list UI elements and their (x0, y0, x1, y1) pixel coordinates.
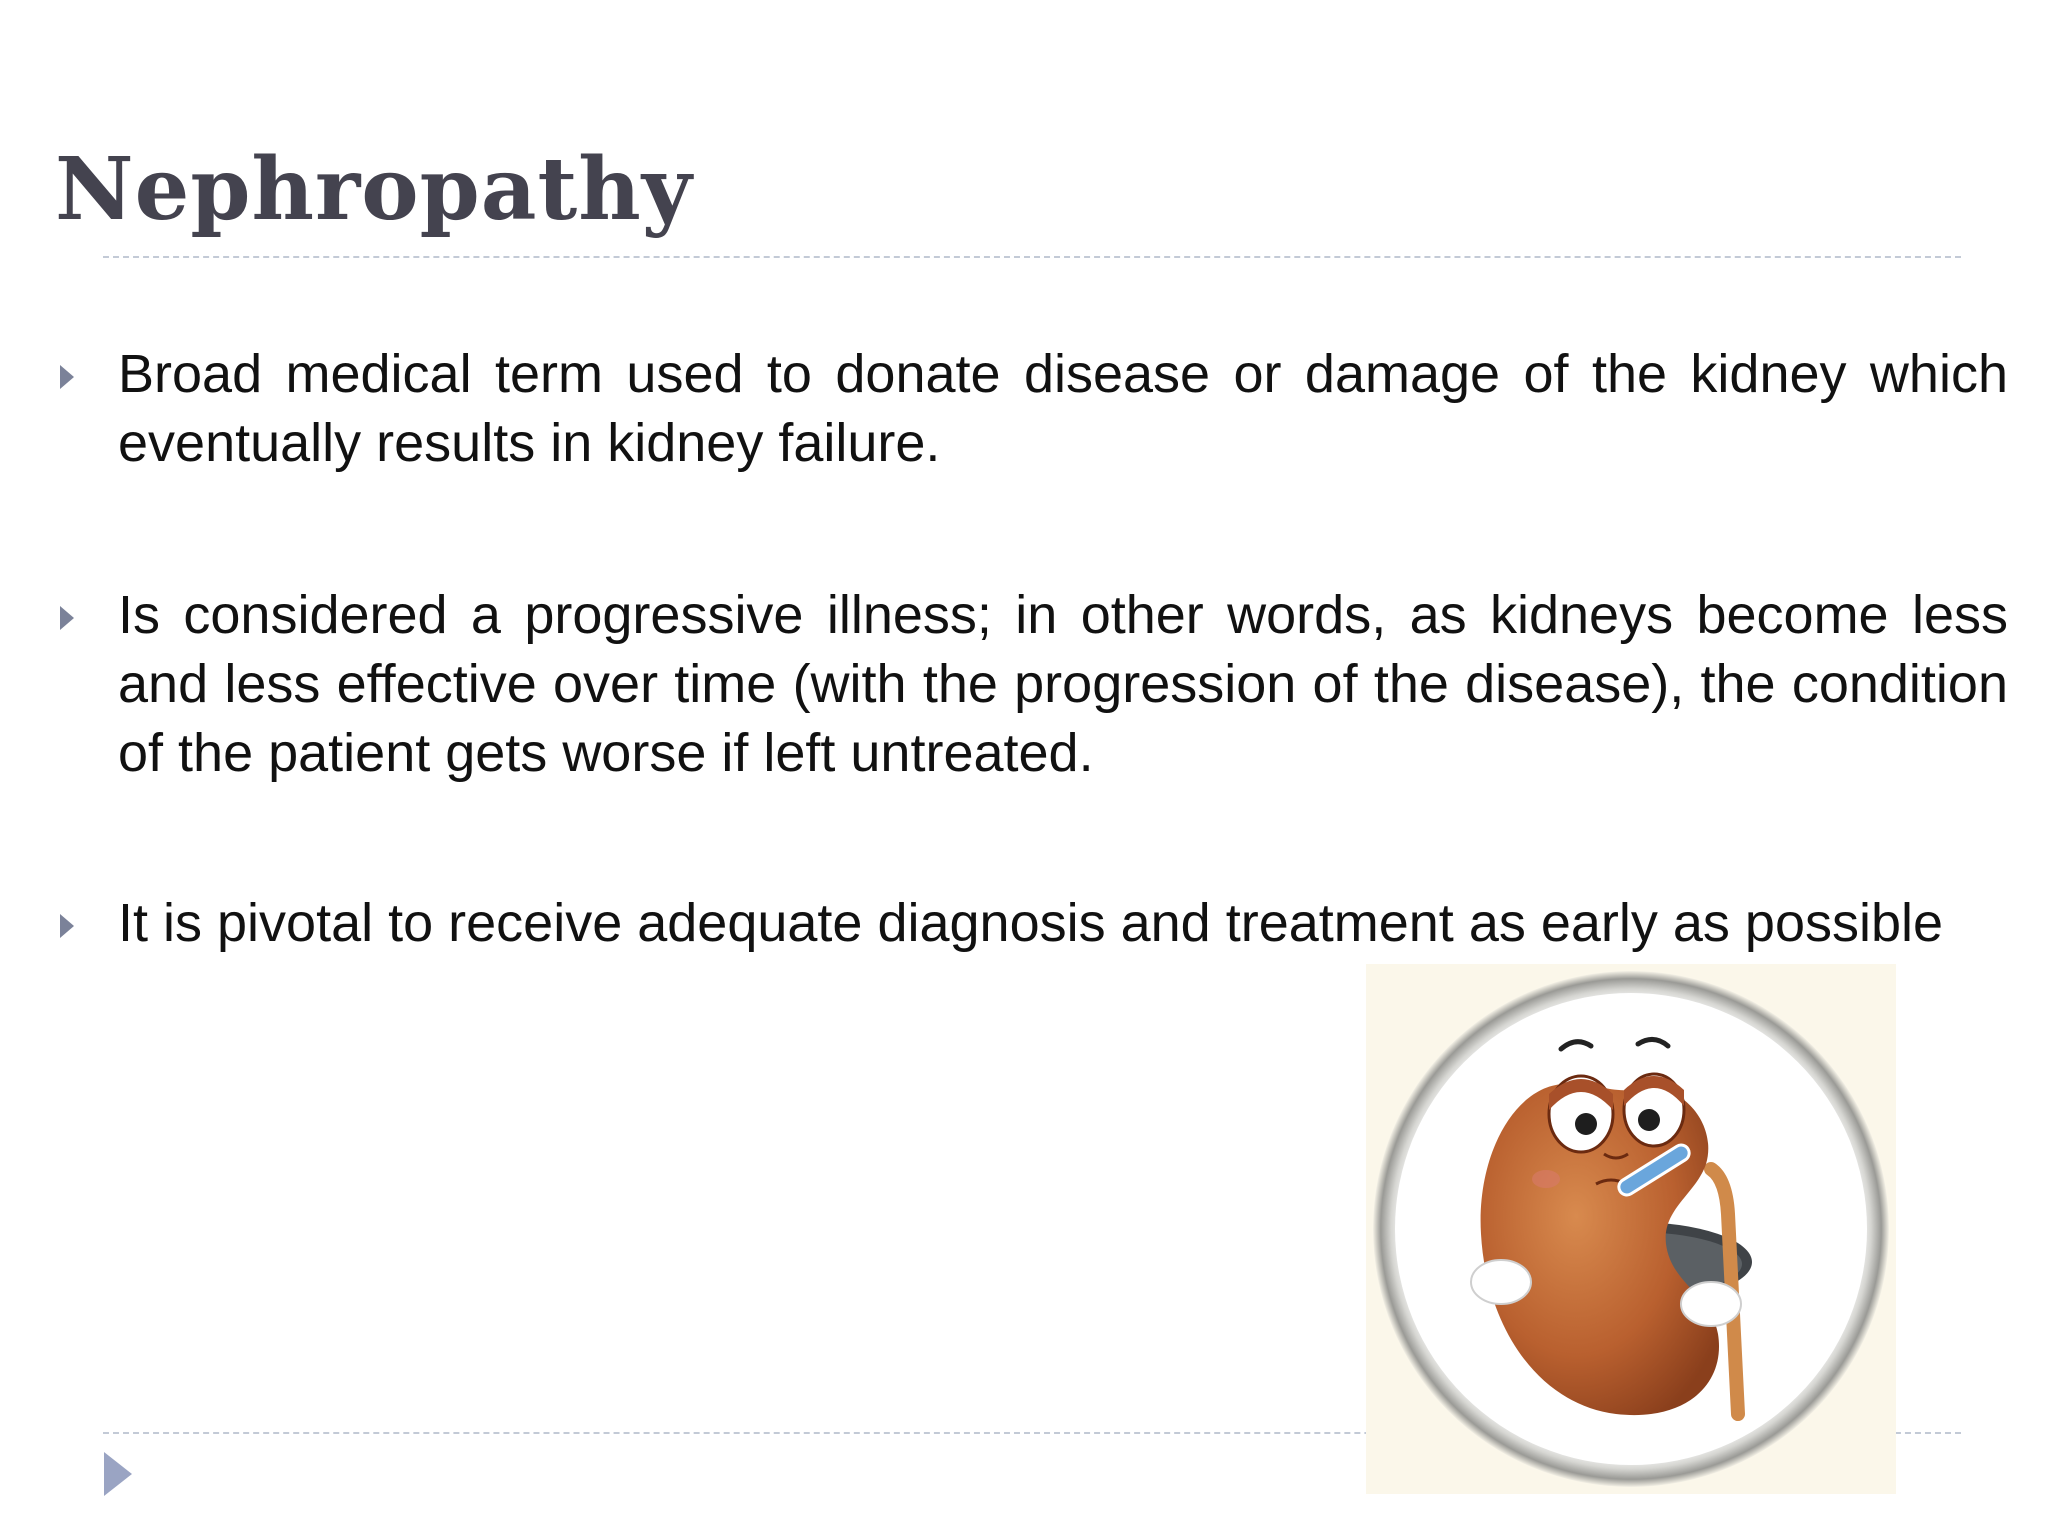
bullet-text: Is considered a progressive illness; in other words, as kidneys become less and less effective over time (with the progression of the disease), the condition of the patient gets worse if left untreated. (118, 585, 2008, 783)
triangle-right-icon (60, 914, 74, 938)
bullet-text: Broad medical term used to donate disease or damage of the kidney which eventually results in kidney failure. (118, 344, 2008, 473)
bullet-item (118, 340, 2008, 478)
next-slide-arrow-icon[interactable] (104, 1452, 132, 1496)
bullet-item (118, 581, 2008, 788)
bullet-item (118, 889, 2008, 958)
triangle-right-icon (60, 365, 74, 389)
title-divider (103, 256, 1961, 258)
sick-kidney-cartoon (1366, 964, 1896, 1494)
triangle-right-icon (60, 606, 74, 630)
sick-kidney-illustration (1366, 964, 1896, 1494)
slide-title: Nephropathy (55, 139, 693, 240)
bullet-text: It is pivotal to receive adequate diagnosis and treatment as early as possible (118, 893, 1944, 953)
